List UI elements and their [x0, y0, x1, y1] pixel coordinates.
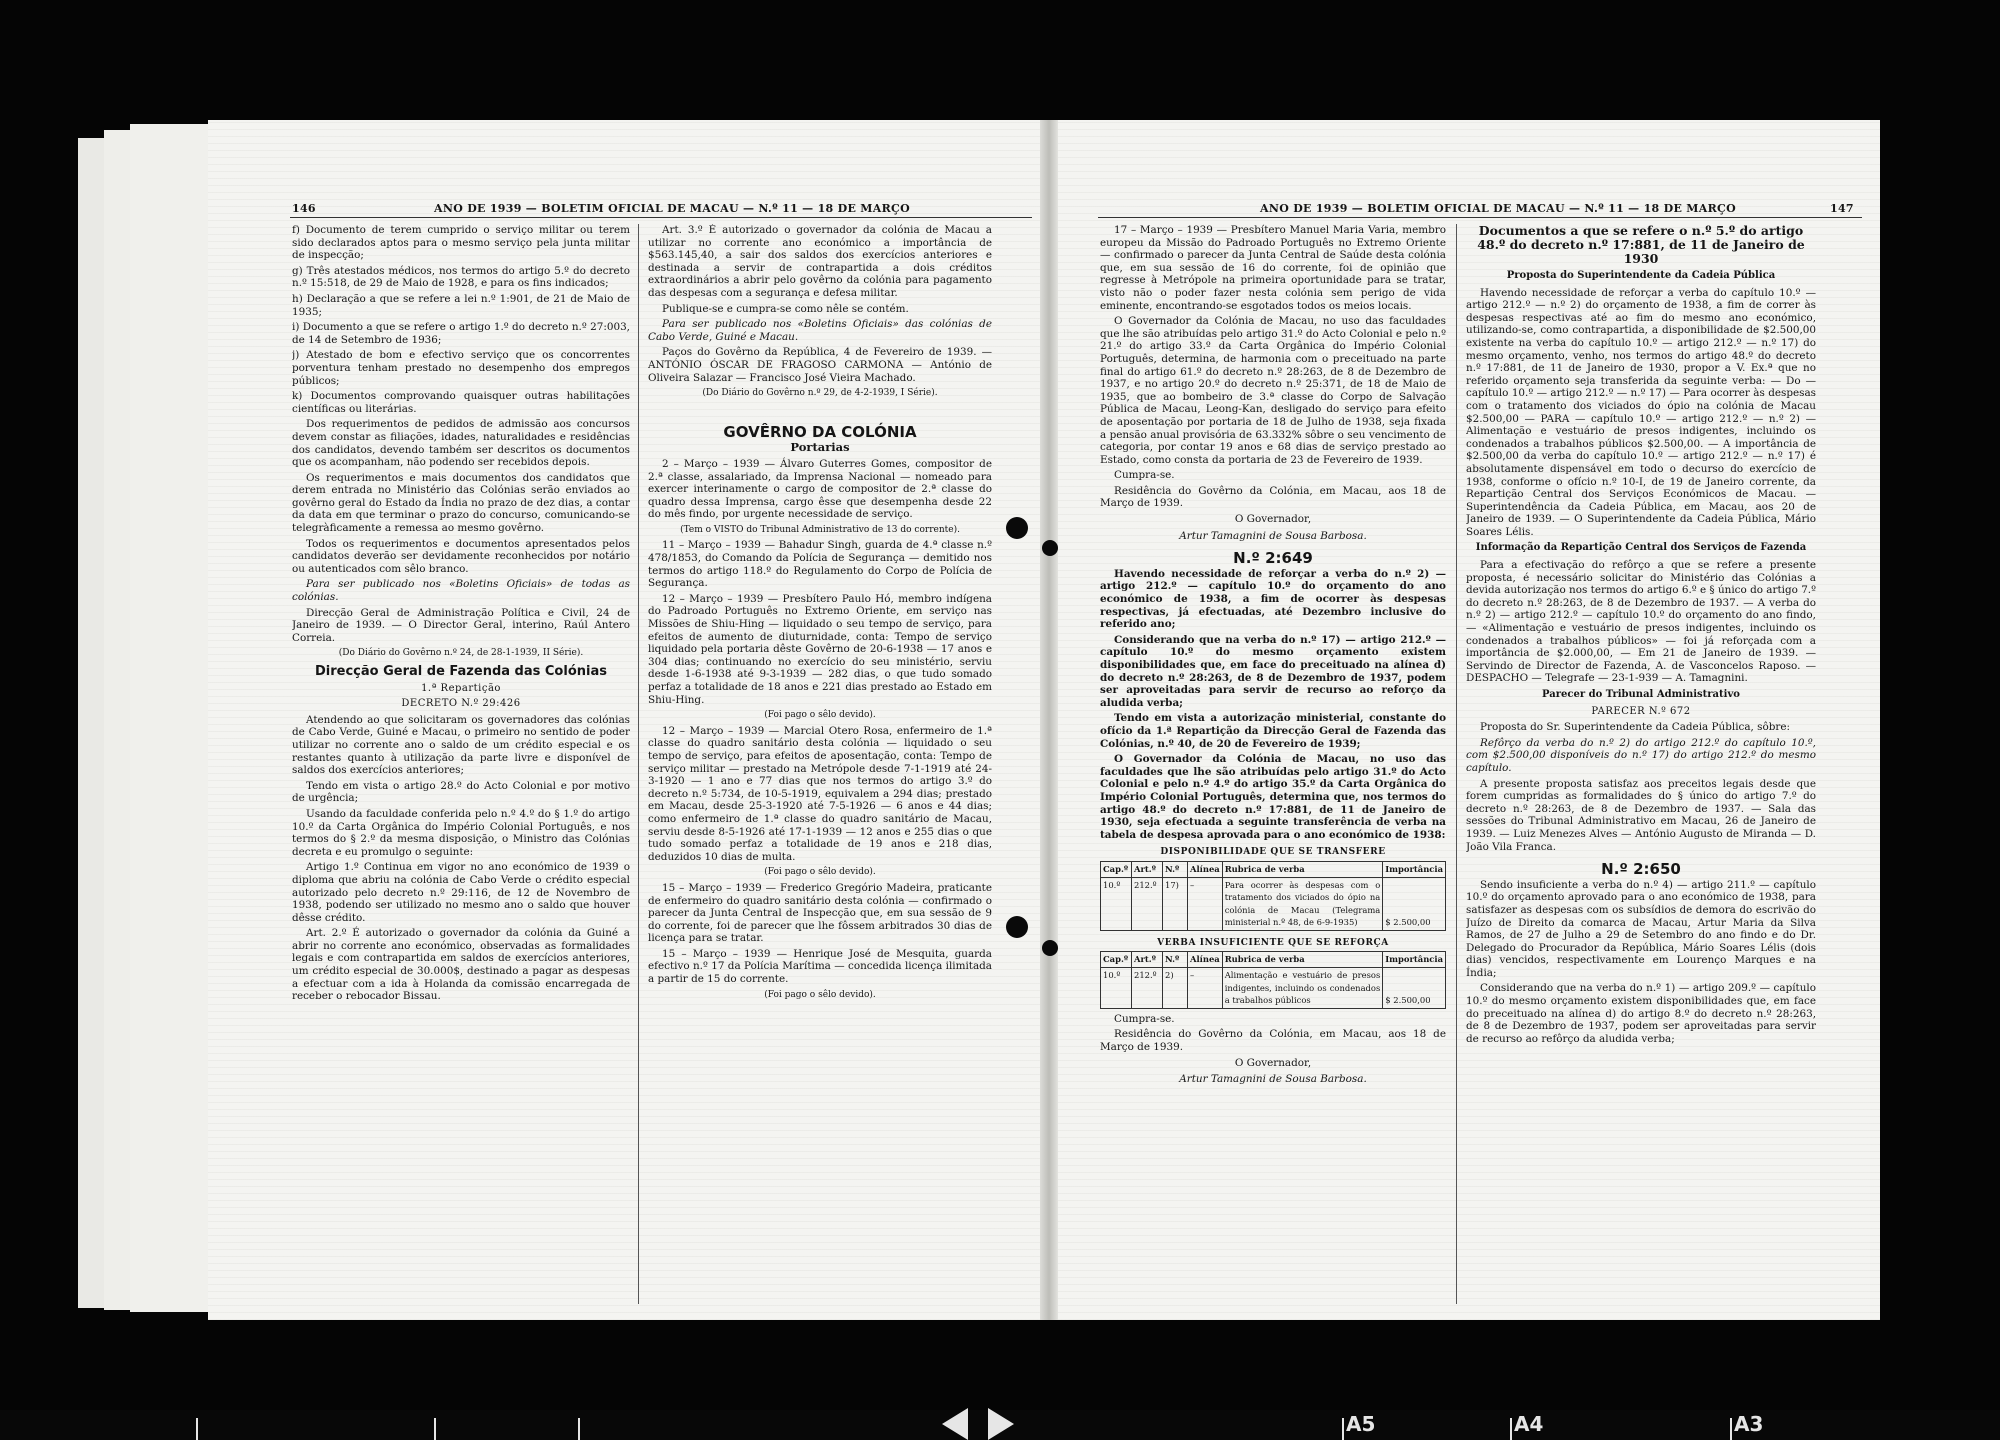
arrow-left-icon — [942, 1408, 968, 1440]
paragraph: Cumpra-se. — [1114, 1012, 1175, 1025]
table-cell: $ 2.500,00 — [1383, 968, 1446, 1009]
column-4 — [1466, 224, 1816, 1304]
left-page-number: 146 — [292, 202, 316, 215]
paragraph: Tendo em vista a autorização ministerial, constante do ofício da 1.ª Repartição da Direcção Geral de Fazenda das Colónias, n.º 40, de 20 de Fevereiro de 1939; — [1100, 712, 1446, 750]
list-item: k) Documentos comprovando quaisquer outras habilitações científicas ou literárias. — [292, 390, 630, 415]
portaria: 15 – Março – 1939 — Frederico Gregório Madeira, praticante de enfermeiro do quadro sanitário desta colónia — confirmado o parecer da Junta Central de Inspecção que, em sua sessão de 9 do corrente, foi de parecer que lhe fôssem arbitrados 30 dias de licença para se tratar. — [648, 881, 992, 945]
paragraph: Todos os requerimentos e documentos apresentados pelos candidatos deverão ser devidamente reconhecidos por notário ou autenticados com sêlo branco. — [292, 537, 630, 575]
subsection-title: Parecer do Tribunal Administrativo — [1542, 689, 1740, 700]
table-cell: 2) — [1163, 968, 1188, 1009]
table-cell: 10.º — [1101, 968, 1132, 1009]
paragraph: Usando da faculdade conferida pelo n.º 4.º do § 1.º do artigo 10.º da Carta Orgânica do Império Colonial Português, e nos termos do § 2.º da mesma disposição, o Ministro das Colónias decreta e eu promulgo o seguinte: — [292, 807, 630, 858]
binder-hole — [1042, 940, 1058, 956]
publication-note: Para ser publicado nos «Boletins Oficiais» das colónias de Cabo Verde, Guiné e Macau. — [648, 318, 992, 343]
arrow-right-icon — [988, 1408, 1014, 1440]
column-header: Rubrica de verba — [1222, 952, 1383, 968]
column-header: Alínea — [1188, 861, 1223, 877]
paragraph: Considerando que na verba do n.º 1) — artigo 209.º — capítulo 10.º do mesmo orçamento existem disponibilidades que, em face do preceituado na alínea d) do artigo 8.º do decreto n.º 28:263, de 8 de Dezembro de 1937, podem ser aproveitadas para servir de recurso ao refôrço da aludida verba; — [1466, 982, 1816, 1045]
table-cell: 17) — [1163, 877, 1188, 930]
right-running-title: ANO DE 1939 — BOLETIM OFICIAL DE MACAU — N.º 11 — 18 DE MARÇO — [1260, 202, 1736, 215]
column-1 — [292, 224, 630, 1304]
signoff: Paços do Govêrno da República, 4 de Fevereiro de 1939. — ANTÓNIO ÓSCAR DE FRAGOSO CARMONA — António de Oliveira Salazar — Francisco José Vieira Machado. — [648, 346, 992, 384]
binder-hole — [1042, 540, 1058, 556]
column-header: Cap.º — [1101, 861, 1132, 877]
paragraph: Para a efectivação do refôrço a que se refere a presente proposta, é necessário solicitar do Ministério das Colónias a devida autorização nos termos do artigo 6.º e § único do artigo 7.º do decreto n.º 28:263, de 8 de Dezembro de 1937. — A verba do n.º 2) — artigo 212.º — capítulo 10.º do orçamento do ano findo, — «Alimentação e vestuário de presos indigentes, incluindo os condenados a trabalhos públicos» — foi já reforçada com a importância de $2.000,00, — Em 21 de Janeiro de 1939. — Servindo de Director de Fazenda, A. de Vasconcelos Raposo. — DESPACHO — Telegrafe — 23-1-939 — A. Tamagnini. — [1466, 559, 1816, 685]
section-title: GOVÊRNO DA COLÓNIA — [723, 422, 917, 441]
portaria: 17 – Março – 1939 — Presbítero Manuel Maria Varia, membro europeu da Missão do Padroado Português no Extremo Oriente — confirmado o parecer da Junta Central de Saúde desta colónia que, em sua sessão de 16 do corrente, foi de opinião que regresse à Metrópole na primeira oportunidade para se tratar, visto não o poder fazer nesta colónia sem perigo de vida eminente, encontrando-se esgotados todos os meios locais. — [1100, 224, 1446, 312]
paragraph: Art. 3.º É autorizado o governador da colónia de Macau a utilizar no corrente ano económico a importância de $563.145,40, a sair dos saldos dos exercícios anteriores e destinada a servir de contrapartida a dois créditos extraordinários a abrir pelo govêrno da colónia para pagamento das despesas com a segurança e defesa militar. — [648, 224, 992, 299]
table-header-row — [1101, 952, 1446, 968]
table-caption: VERBA INSUFICIENTE QUE SE REFORÇA — [1157, 937, 1389, 948]
column-2 — [648, 224, 992, 1304]
column-rule — [1456, 224, 1457, 1304]
paragraph: Residência do Govêrno da Colónia, em Macau, aos 18 de Março de 1939. — [1100, 484, 1446, 510]
list-item: h) Declaração a que se refere a lei n.º 1:901, de 21 de Maio de 1935; — [292, 292, 630, 318]
column-header: N.º — [1163, 861, 1188, 877]
binder-hole — [1006, 517, 1028, 539]
table-cell: $ 2.500,00 — [1383, 877, 1446, 930]
right-page — [1048, 120, 1880, 1320]
column-header: Art.º — [1132, 952, 1163, 968]
paragraph: A presente proposta satisfaz aos preceitos legais desde que forem cumpridas as formalidades do § único do artigo 7.º do decreto n.º 28:263, de 8 de Dezembro de 1937. — Sala das sessões do Tribunal Administrativo em Macau, 26 de Janeiro de 1939. — Luiz Menezes Alves — António Augusto de Miranda — D. João Vila Franca. — [1466, 777, 1816, 853]
note: (Foi pago o sêlo devido). — [764, 989, 876, 1000]
decree-title: DECRETO N.º 29:426 — [401, 698, 521, 710]
signature-title: O Governador, — [1234, 513, 1312, 526]
source-note: (Do Diário do Govêrno n.º 24, de 28-1-1939, II Série). — [338, 648, 584, 659]
paragraph: Havendo necessidade de reforçar a verba do n.º 2) — artigo 212.º — capítulo 10.º do orçamento do ano económico de 1938, a fim de ocorrer às despesas respectivas, já efectuadas, até Dezembro inclusive do referido ano; — [1100, 567, 1446, 631]
table-row — [1101, 968, 1446, 1009]
scale-tick — [1510, 1418, 1512, 1440]
portaria: 12 – Março – 1939 — Marcial Otero Rosa, enfermeiro de 1.ª classe do quadro sanitário desta colónia — liquidado o seu tempo de serviço, para efeitos de aposentação, conta: Tempo de serviço militar — prestado na Metrópole desde 7-1-1919 até 24-3-1920 — 1 ano e 77 dias que nos termos do artigo 3.º do decreto n.º 5:734, de 10-5-1919, equivalem a 294 dias; prestado em Macau, desde 25-3-1920 até 7-5-1926 — 6 anos e 44 dias; como enfermeiro de 1.ª classe do quadro sanitário de Macau, serviu desde 8-5-1926 até 17-1-1939 — 12 anos e 255 dias o que tudo somado perfaz a totalidade de 19 anos e 218 dias, deduzidos 10 dias de multa. — [648, 724, 992, 863]
parecer-number: PARECER N.º 672 — [1591, 705, 1691, 717]
portaria: 11 – Março – 1939 — Bahadur Singh, guarda de 4.ª classe n.º 478/1853, do Comando da Polícia de Segurança — demitido nos termos do artigo 118.º do Regulamento do Corpo de Polícia de Segurança. — [648, 539, 992, 590]
transfer-table — [1100, 844, 1446, 931]
order-number: N.º 2:649 — [1233, 549, 1313, 568]
table-caption: DISPONIBILIDADE QUE SE TRANSFERE — [1160, 847, 1386, 858]
column-header: Importância — [1383, 861, 1446, 877]
paragraph: Tendo em vista o artigo 28.º do Acto Colonial e por motivo de urgência; — [292, 779, 630, 805]
frame-label: A3 — [1734, 1412, 1764, 1436]
scale-tick — [1342, 1418, 1344, 1440]
paragraph: O Governador da Colónia de Macau, no uso das faculdades que lhe são atribuídas pelo artigo 31.º do Acto Colonial e pelo n.º 21.º do artigo 33.º da Carta Orgânica do Império Colonial Português, determina, de harmonia com o preceituado na parte final do artigo 61.º do decreto n.º 28:263, de 8 de Dezembro de 1937, e no artigo 20.º do decreto n.º 25:371, de 18 de Maio de 1935, que ao bombeiro de 3.ª classe do Corpo de Salvação Pública de Macau, Leong-Kan, desligado do serviço para efeito de aposentação por portaria de 18 de Julho de 1938, seja fixada a pensão anual provisória de 63.332% sôbre o seu vencimento de categoria, por contar 19 anos e 68 dias de serviço prestado ao Estado, como consta da portaria de 23 de Fevereiro de 1939. — [1100, 315, 1446, 466]
column-3 — [1100, 224, 1446, 1304]
paragraph: Residência do Govêrno da Colónia, em Macau, aos 18 de Março de 1939. — [1100, 1028, 1446, 1054]
binder-hole — [1006, 916, 1028, 938]
note: (Foi pago o sêlo devido). — [764, 867, 876, 878]
table-cell: 212.º — [1132, 877, 1163, 930]
right-page-number: 147 — [1830, 202, 1854, 215]
frame-label: A4 — [1514, 1412, 1544, 1436]
paragraph: Havendo necessidade de reforçar a verba do capítulo 10.º — artigo 212.º — n.º 2) do orçamento de 1938, a fim de correr às despesas respectivas até ao fim do mesmo ano económico, utilizando-se, como contrapartida, a disponibilidade de $2.500,00 existente na verba do capítulo 10.º — artigo 212.º — n.º 17) do mesmo orçamento, venho, nos termos do artigo 48.º do decreto n.º 17:881, de 11 de Janeiro de 1930, propor a V. Ex.ª que no referido orçamento seja transferida da seguinte verba: — Do — capítulo 10.º — artigo 212.º — n.º 17) — Para ocorrer às despesas com o tratamento dos viciados do ópio na colónia de Macau $2.500,00 — PARA — capítulo 10.º — artigo 212.º — n.º 2) — Alimentação e vestuário de presos indigentes, incluindo os condenados a trabalhos públicos $2.500,00. — A importância de $2.500,00 da verba do capítulo 10.º — artigo 212.º — n.º 17) é absolutamente dispensável em todo o decurso do exercício de 1938, conforme o ofício n.º 10-I, de 19 de Janeiro corrente, da Repartição Central dos Serviços Económicos de Macau. — Superintendência da Cadeia Pública, em Macau, aos 20 de Janeiro de 1939. — O Superintendente da Cadeia Pública, Mário Soares Lélis. — [1466, 286, 1816, 538]
table-cell: Para ocorrer às despesas com o tratamento dos viciados do ópio na colónia de Macau (Telegrama ministerial n.º 48, de 6-9-1935) — [1222, 877, 1383, 930]
column-header: Art.º — [1132, 861, 1163, 877]
paragraph: Dos requerimentos de pedidos de admissão aos concursos devem constar as filiações, idades, naturalidades e residências dos candidatos, devendo também ser descritos os documentos que os acompanham, não podendo ser recebidos depois. — [292, 418, 630, 469]
newspaper-spread — [208, 120, 1880, 1320]
publication-note: Para ser publicado nos «Boletins Oficiais» de todas as colónias. — [292, 578, 630, 604]
paragraph: Artigo 1.º Continua em vigor no ano económico de 1939 o diploma que abriu na colónia de Cabo Verde o crédito especial autorizado pelo decreto n.º 29:116, de 12 de Novembro de 1938, podendo ser utilizado no mesmo ano o saldo que houver dêsse crédito. — [292, 861, 630, 924]
scale-tick — [578, 1418, 580, 1440]
table-cell: 212.º — [1132, 968, 1163, 1009]
source-note: (Do Diário do Govêrno n.º 29, de 4-2-1939, I Série). — [702, 388, 938, 399]
reinforce-table — [1100, 935, 1446, 1009]
portaria: 15 – Março – 1939 — Henrique José de Mesquita, guarda efectivo n.º 17 da Polícia Marítima — concedida licença ilimitada a partir de 15 do corrente. — [648, 947, 992, 986]
paragraph: Refôrço da verba do n.º 2) do artigo 212.º do capítulo 10.º, com $2.500,00 disponíveis do n.º 17) do artigo 212.º do mesmo capítulo. — [1466, 736, 1816, 774]
subsection-title: Informação da Repartição Central dos Serviços de Fazenda — [1475, 542, 1807, 554]
signoff: Direcção Geral de Administração Política e Civil, 24 de Janeiro de 1939. — O Director Geral, interino, Raúl Antero Correia. — [292, 606, 630, 644]
documents-title: Documentos a que se refere o n.º 5.º do artigo 48.º do decreto n.º 17:881, de 11 de Janeiro de 1930 — [1477, 224, 1805, 266]
signature-name: Artur Tamagnini de Sousa Barbosa. — [1179, 1073, 1367, 1086]
header-rule — [290, 217, 1032, 218]
subsection-title: 1.ª Repartição — [421, 682, 501, 694]
left-running-title: ANO DE 1939 — BOLETIM OFICIAL DE MACAU — N.º 11 — 18 DE MARÇO — [434, 202, 910, 215]
subsection-title: Proposta do Superintendente da Cadeia Pública — [1506, 270, 1776, 281]
table-header-row — [1101, 861, 1446, 877]
column-header: Rubrica de verba — [1222, 861, 1383, 877]
list-item: f) Documento de terem cumprido o serviço militar ou terem sido declarados aptos para o mesmo serviço pela junta militar de inspecção; — [292, 224, 630, 262]
note: (Foi pago o sêlo devido). — [764, 710, 876, 721]
scale-tick — [434, 1418, 436, 1440]
paragraph: Os requerimentos e mais documentos dos candidatos que derem entrada no Ministério das Colónias serão enviados ao govêrno geral do Estado da Índia no prazo de dez dias, a contar da data em que terminar o prazo do concurso, comunicando-se telegràficamente a remessa ao mesmo govêrno. — [292, 471, 630, 535]
scale-tick — [1730, 1418, 1732, 1440]
left-page — [208, 120, 1048, 1320]
signature-title: O Governador, — [1234, 1056, 1312, 1069]
paragraph: O Governador da Colónia de Macau, no uso das faculdades que lhe são atribuídas pelo artigo 31.º do Acto Colonial e pelo n.º 4.º do artigo 35.º da Carta Orgânica do Império Colonial Português, determina que, nos termos do artigo 48.º do decreto n.º 17:881, de 11 de Janeiro de 1930, seja efectuada a seguinte transferência de verba na tabela de despesa aprovada para o ano económico de 1938: — [1100, 753, 1446, 841]
paragraph: Proposta do Sr. Superintendente da Cadeia Pública, sôbre: — [1480, 721, 1790, 734]
column-header: Importância — [1383, 952, 1446, 968]
section-title: Direcção Geral de Fazenda das Colónias — [315, 664, 607, 679]
signature-name: Artur Tamagnini de Sousa Barbosa. — [1179, 529, 1367, 542]
subsection-title: Portarias — [790, 440, 850, 455]
paragraph: Cumpra-se. — [1114, 469, 1175, 482]
list-item: j) Atestado de bom e efectivo serviço que os concorrentes porventura tenham prestado no desempenho dos empregos públicos; — [292, 349, 630, 387]
paragraph: Atendendo ao que solicitaram os governadores das colónias de Cabo Verde, Guiné e Macau, o primeiro no sentido de poder utilizar no corrente ano o saldo de um crédito especial e os restantes quanto à utilização da parte livre e disponível de saldos dos exercícios anteriores; — [292, 713, 630, 777]
portaria: 2 – Março – 1939 — Álvaro Guterres Gomes, compositor de 2.ª classe, assalariado, da Imprensa Nacional — nomeado para exercer interinamente o cargo de compositor de 2.ª classe do quadro dessa Imprensa, cargo êsse que desempenha desde 22 do mês findo, por urgente necessidade de serviço. — [648, 457, 992, 521]
list-item: i) Documento a que se refere o artigo 1.º do decreto n.º 27:003, de 14 de Setembro de 1936; — [292, 321, 630, 346]
table-cell: 10.º — [1101, 877, 1132, 930]
note: (Tem o VISTO do Tribunal Administrativo de 13 do corrente). — [680, 524, 960, 535]
list-item: g) Três atestados médicos, nos termos do artigo 5.º do decreto n.º 15:518, de 29 de Maio de 1928, e para os fins indicados; — [292, 264, 630, 290]
table-cell: Alimentação e vestuário de presos indigentes, incluindo os condenados a trabalhos públicos — [1222, 968, 1383, 1009]
table-cell: – — [1188, 877, 1223, 930]
column-header: N.º — [1163, 952, 1188, 968]
paragraph: Considerando que na verba do n.º 17) — artigo 212.º — capítulo 10.º do mesmo orçamento existem disponibilidades que, em face do preceituado na alínea d) do decreto n.º 28:263, de 8 de Dezembro de 1937, podem ser aproveitadas para servir de recurso ao reforço da aludida verba; — [1100, 633, 1446, 709]
column-header: Cap.º — [1101, 952, 1132, 968]
paragraph: Sendo insuficiente a verba do n.º 4) — artigo 211.º — capítulo 10.º do orçamento aprovado para o ano económico de 1938, para satisfazer as despesas com os subsídios de demora do escrivão do Juízo de Direito da comarca de Macau, Artur Maria da Silva Ramos, de 27 de Julho a 29 de Setembro do ano findo e do Dr. Delegado do Procurador da República, Mário Soares Lélis (dois dias) vencidos, respectivamente em Lourenço Marques e na Índia; — [1466, 878, 1816, 979]
paragraph: Publique-se e cumpra-se como nêle se contém. — [662, 302, 909, 315]
portaria: 12 – Março – 1939 — Presbítero Paulo Hó, membro indígena do Padroado Português no Extremo Oriente, em serviço nas Missões de Shiu-Hing — liquidado o seu tempo de serviço, para efeitos de aumento de diuturnidade, conta: Tempo de serviço liquidado pela portaria dêste Govêrno de 20-6-1938 — 17 anos e 304 dias; continuando no exercício do seu ministério, serviu desde 1-6-1938 até 9-3-1939 — 282 dias, o que tudo somado perfaz a totalidade de 18 anos e 221 dias prestado ao Estado em Shiu-Hing. — [648, 592, 992, 706]
paragraph: Art. 2.º É autorizado o governador da colónia da Guiné a abrir no corrente ano económico, observadas as formalidades legais e com contrapartida em saldos de exercícios anteriores, um crédito especial de 30.000$, destinado a pagar as despesas a efectuar com a ida à Holanda da comissão encarregada de receber o rebocador Bissau. — [292, 927, 630, 1003]
table-row — [1101, 877, 1446, 930]
order-number: N.º 2:650 — [1601, 860, 1681, 879]
scale-tick — [196, 1418, 198, 1440]
header-rule — [1098, 217, 1862, 218]
frame-label: A5 — [1346, 1412, 1376, 1436]
column-header: Alínea — [1188, 952, 1223, 968]
column-rule — [638, 224, 639, 1304]
table-cell: – — [1188, 968, 1223, 1009]
